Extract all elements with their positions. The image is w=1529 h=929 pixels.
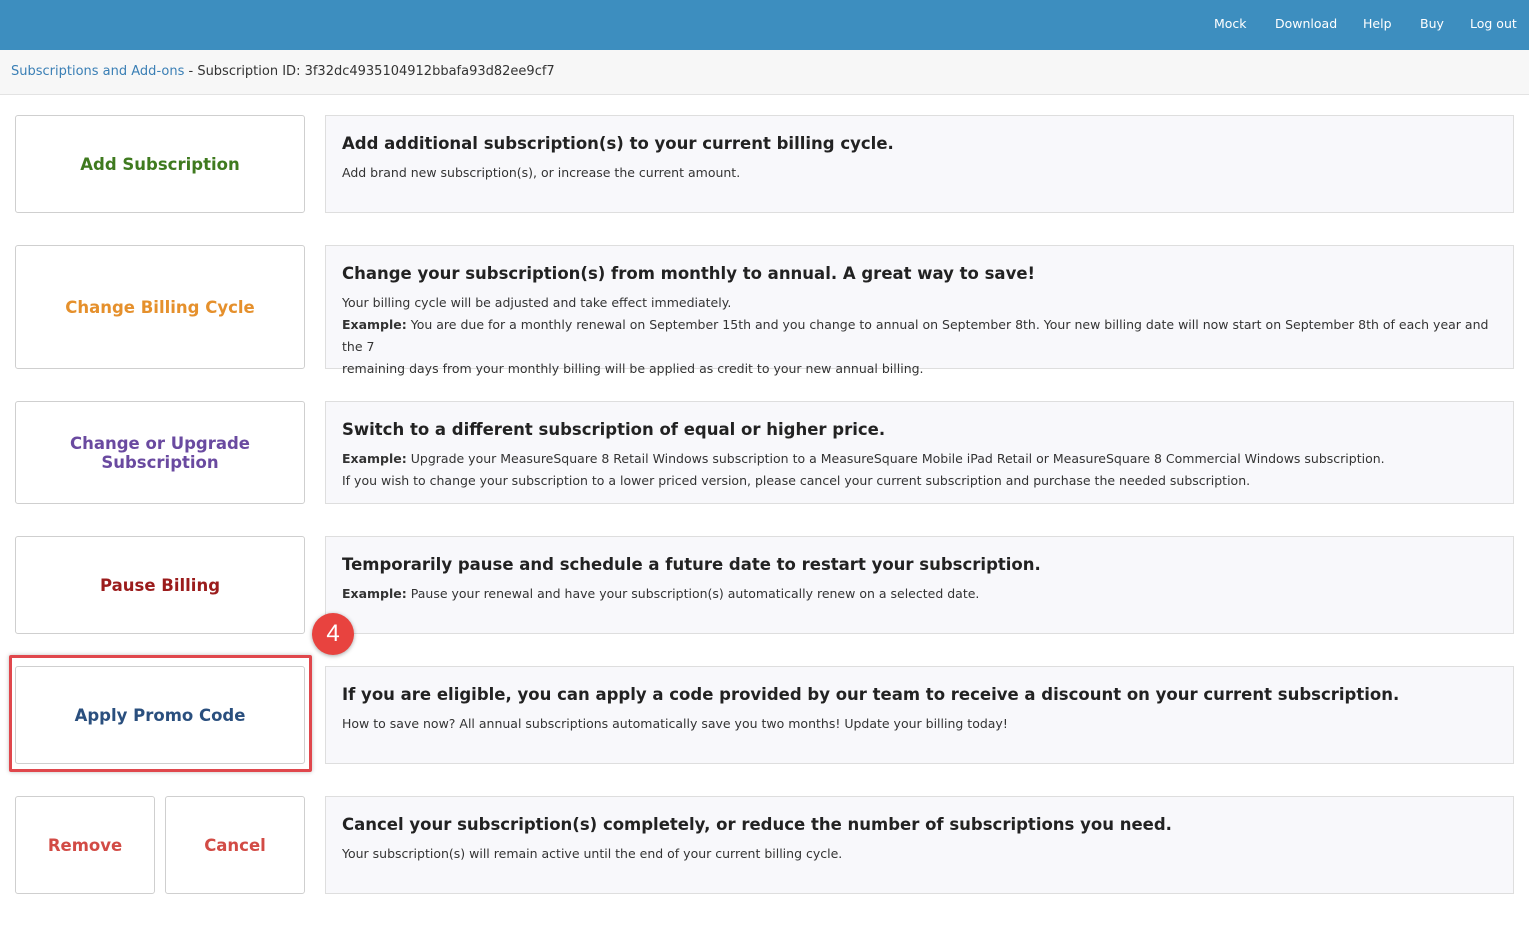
add-subscription-title: Add additional subscription(s) to your current billing cycle.: [342, 134, 894, 153]
pause-title: Temporarily pause and schedule a future date to restart your subscription.: [342, 555, 1041, 574]
upgrade-example: [342, 448, 1497, 470]
add-subscription-text: Add brand new subscription(s), or increase the current amount.: [342, 165, 741, 180]
billing-cycle-text: Your billing cycle will be adjusted and take effect immediately.: [342, 295, 732, 310]
promo-description: [325, 666, 1514, 764]
cancel-button[interactable]: Cancel: [165, 796, 305, 894]
upgrade-title: Switch to a different subscription of equal or higher price.: [342, 420, 886, 439]
example-label: Example:: [342, 586, 407, 601]
breadcrumb: [0, 50, 1529, 95]
nav-link-download[interactable]: Download: [1275, 16, 1338, 31]
nav-link-logout[interactable]: Log out: [1470, 16, 1517, 31]
cancel-title: Cancel your subscription(s) completely, or reduce the number of subscriptions you need.: [342, 815, 1172, 834]
example-label: Example:: [342, 451, 407, 466]
billing-cycle-text-2: remaining days from your monthly billing will be applied as credit to your new annual billing.: [342, 361, 924, 376]
pause-description: [325, 536, 1514, 634]
cancel-text: Your subscription(s) will remain active until the end of your current billing cycle.: [342, 846, 843, 861]
step-badge: 4: [312, 613, 354, 655]
highlight-frame: [9, 655, 312, 772]
breadcrumb-text: [11, 64, 555, 79]
nav-link-buy[interactable]: Buy: [1420, 16, 1444, 31]
nav-link-help[interactable]: Help: [1363, 16, 1392, 31]
change-billing-cycle-button[interactable]: Change Billing Cycle: [15, 245, 305, 369]
breadcrumb-separator: -: [184, 64, 198, 79]
add-subscription-description: [325, 115, 1514, 213]
upgrade-text: If you wish to change your subscription to a lower priced version, please cancel your current subscription and purchase the needed subscription.: [342, 473, 1251, 488]
promo-title: If you are eligible, you can apply a code provided by our team to receive a discount on your current subscription.: [342, 685, 1400, 704]
breadcrumb-link-subscriptions[interactable]: Subscriptions and Add-ons: [11, 64, 185, 79]
add-subscription-button[interactable]: Add Subscription: [15, 115, 305, 213]
nav-link-mock[interactable]: Mock: [1214, 16, 1247, 31]
subscription-id: Subscription ID: 3f32dc4935104912bbafa93d82ee9cf7: [197, 64, 555, 79]
billing-cycle-description: [325, 245, 1514, 376]
upgrade-example-text: Upgrade your MeasureSquare 8 Retail Windows subscription to a MeasureSquare Mobile iPad Retail or MeasureSquare 8 Commercial Windows subscription.: [406, 451, 1385, 466]
cancel-description: [325, 796, 1514, 894]
change-upgrade-subscription-button[interactable]: Change or Upgrade Subscription: [15, 401, 305, 504]
billing-cycle-example-text: You are due for a monthly renewal on September 15th and you change to annual on September 8th. Your new billing date will now start on September 8th of each year and the 7: [342, 317, 1489, 354]
top-navbar: [0, 0, 1529, 50]
pause-example-text: Pause your renewal and have your subscription(s) automatically renew on a selected date.: [406, 586, 980, 601]
pause-example: [342, 583, 1497, 605]
pause-billing-button[interactable]: Pause Billing: [15, 536, 305, 634]
billing-cycle-example: [342, 314, 1497, 358]
apply-promo-code-button[interactable]: Apply Promo Code: [15, 666, 305, 764]
remove-button[interactable]: Remove: [15, 796, 155, 894]
promo-text: How to save now? All annual subscriptions automatically save you two months! Update your billing today!: [342, 716, 1008, 731]
upgrade-description: [325, 401, 1514, 504]
example-label: Example:: [342, 317, 407, 332]
billing-cycle-title: Change your subscription(s) from monthly to annual. A great way to save!: [342, 264, 1036, 283]
